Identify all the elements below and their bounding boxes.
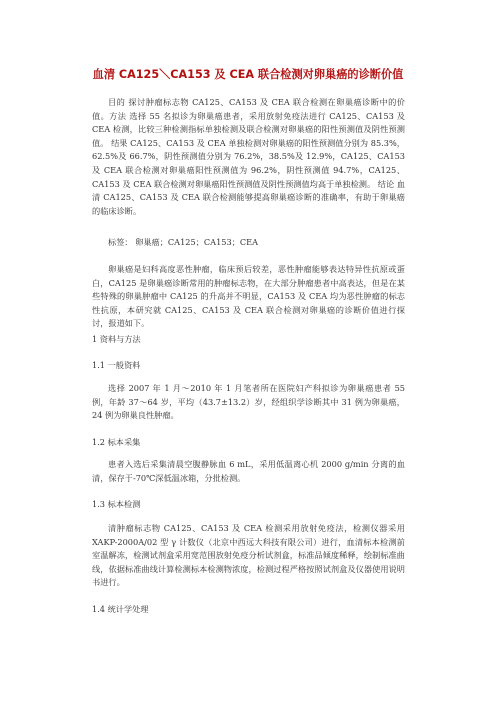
document-title: 血清 CA125＼CA153 及 CEA 联合检测对卵巢癌的诊断价值: [92, 68, 404, 81]
section-1-heading: 1 资料与方法: [92, 334, 141, 344]
intro-paragraph: 卵巢癌是妇科高度恶性肿瘤，临床预后较差，恶性肿瘤能够表达特异性抗原或蛋白，CA125 是卵巢癌诊断常用的肿瘤标志物，在大部分肿瘤患者中高表达，但是在某些特殊的卵巢肿瘤中 CA125 的升高并不明显，CA153 及 CEA 均为恶性肿瘤的标志性抗原，本研究就 CA125、CA153 及 CEA 联合检测对卵巢癌的诊断价值进行探讨，报道如下。: [92, 264, 405, 329]
section-1-2-heading: 1.2 标本采集: [92, 437, 141, 447]
section-1-1-heading: 1.1 一般资料: [92, 360, 141, 370]
section-1-3-paragraph: 清肿瘤标志物 CA125、CA153 及 CEA 检测采用放射免疫法，检测仪器采用 XAKP-2000A/02 型 γ 计数仪（北京中西远大科技有限公司）进行，血清标本检测前室温解冻，检测试剂盒采用宽范围放射免疫分析试剂盒，标准品倾度稀释，绘制标准曲线，依据标准曲线计算检测标本检测物浓度，检测过程严格按照试剂盒及仪器使用说明书进行。: [92, 523, 405, 588]
section-1-1-paragraph: 选择 2007 年 1 月～2010 年 1 月笔者所在医院妇产科拟诊为卵巢癌患者 55 例，年龄 37～64 岁，平均（43.7±13.2）岁，经组织学诊断其中 31 例为卵巢癌，24 例为卵巢良性肿瘤。: [92, 383, 405, 421]
section-1-3-heading: 1.3 标本检测: [92, 499, 141, 509]
section-1-4-heading: 1.4 统计学处理: [92, 604, 149, 614]
section-1-2-paragraph: 患者入选后采集清晨空腹静脉血 6 mL，采用低温离心机 2000 g/min 分离的血清，保存于-70℃深低温冰箱，分批检测。: [92, 459, 405, 483]
abstract-paragraph: 目的 探讨肿瘤标志物 CA125、CA153 及 CEA 联合检测在卵巢癌诊断中的价值。方法 选择 55 名拟诊为卵巢癌患者，采用放射免疫法进行 CA125、CA153 及 CEA 检测，比较三种检测指标单独检测及联合检测对卵巢癌的阳性预测值及阴性预测值。 结果 CA125、CA153 及 CEA 单独检测对卵巢癌的阳性预测值分别为 85.3%，62.5%及 66.7%，阴性预测值分别为 76.2%，38.5%及 12.9%，CA125、CA153 及 CEA 联合检测对卵巢癌阳性预测值为 96.2%，阴性预测值 94.7%，CA125、CA153 及 CEA 联合检测对卵巢癌阳性预测值及阴性预测值均高于单独检测。 结论 血清 CA125、CA153 及 CEA 联合检测能够提高卵巢癌诊断的准确率，有助于卵巢癌的临床诊断。: [92, 97, 405, 216]
keywords-line: 标签： 卵巢癌；CA125；CA153；CEA: [108, 237, 259, 247]
